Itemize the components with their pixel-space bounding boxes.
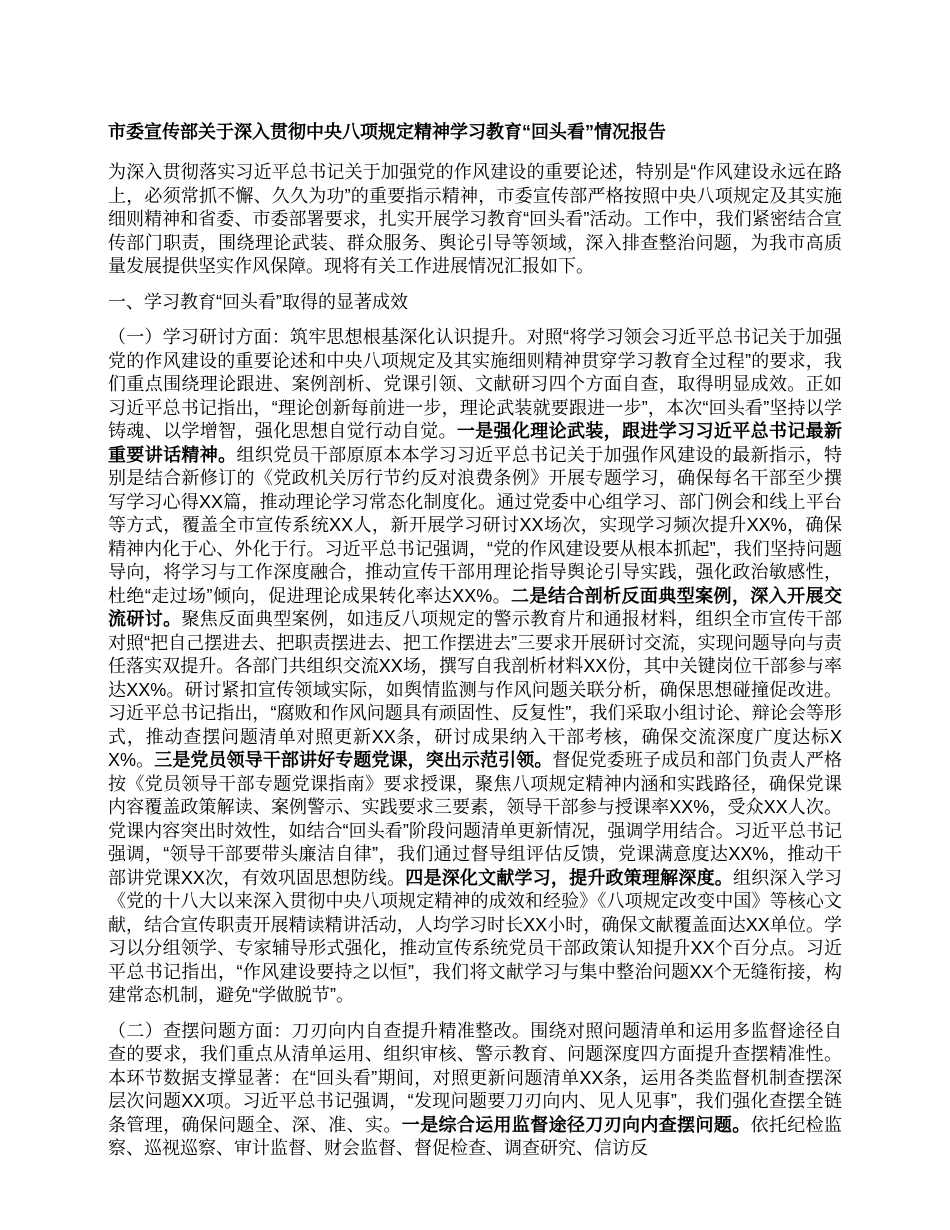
- document-title: 市委宣传部关于深入贯彻中央八项规定精神学习教育“回头看”情况报告: [108, 122, 666, 142]
- bold-text-segment: 四是深化文献学习，提升政策理解深度。: [405, 867, 733, 888]
- text-segment: 组织深入学习《党的十八大以来深入贯彻中央八项规定精神的成效和经验》《八项规定改变中国》等核心文献，结合宣传职责开展精读精讲活动，人均学习时长XX小时，确保文献覆盖面达XX单位。学习以分组领学、专家辅导形式强化，推动宣传系统党员干部政策认知提升XX个百分点。习近平总书记指出，“作风建设要持之以恒”，我们将文献学习与集中整治问题XX个无缝衔接，构建常态机制，避免“学做脱节”。: [108, 867, 843, 1005]
- text-segment: 为深入贯彻落实习近平总书记关于加强党的作风建设的重要论述，特别是“作风建设永远在路上，必须常抓不懈、久久为功”的重要指示精神，市委宣传部严格按照中央八项规定及其实施细则精神和省委、市委部署要求，扎实开展学习教育“回头看”活动。工作中，我们紧密结合宣传部门职责，围绕理论武装、群众服务、舆论引导等领域，深入排查整治问题，为我市高质量发展提供坚实作风保障。现将有关工作进展情况汇报如下。: [108, 162, 842, 276]
- bold-text-segment: 二是结合剖析反面典型案例，深入开展交流研讨。: [108, 585, 842, 629]
- section-1-heading: [108, 291, 842, 315]
- text-segment: 依托纪检监察、巡视巡察、审计监督、财会监督、督促检查、调查研究、信访反: [108, 1114, 843, 1158]
- bold-text-segment: 一是强化理论武装，跟进学习习近平总书记最新重要讲话精神。: [108, 421, 843, 465]
- para-problem-inspection: [108, 1020, 842, 1161]
- bold-text-segment: 一是综合运用监督途径刀刃向内查摆问题。: [401, 1114, 751, 1135]
- text-segment: （二）查摆问题方面：刀刃向内自查提升精准整改。围绕对照问题清单和运用多监督途径自查的要求，我们重点从清单运用、组织审核、警示教育、问题深度四方面提升查摆精准性。本环节数据支撑显著：在“回头看”期间，对照更新问题清单XX条，运用各类监督机制查摆深层次问题XX项。习近平总书记强调，“发现问题要刀刃向内、见人见事”，我们强化查摆全链条管理，确保问题全、深、准、实。: [108, 1020, 842, 1135]
- text-segment: （一）学习研讨方面：筑牢思想根基深化认识提升。对照“将学习领会习近平总书记关于加强党的作风建设的重要论述和中央八项规定及其实施细则精神贯穿学习教育全过程”的要求，我们重点围绕理论跟进、案例剖析、党课引领、文献研习四个方面自查，取得明显成效。正如习近平总书记指出，“理论创新每前进一步，理论武装就要跟进一步”，本次“回头看”坚持以学铸魂、以学增智，强化思想自觉行动自觉。: [108, 327, 842, 441]
- text-segment: 聚焦反面典型案例，如违反八项规定的警示教育片和通报材料，组织全市宣传干部对照“把自己摆进去、把职责摆进去、把工作摆进去”三要求开展研讨交流，实现问题导向与责任落实双提升。各部门共组织交流XX场，撰写自我剖析材料XX份，其中关键岗位干部参与率达XX%。研讨紧扣宣传领域实际，如舆情监测与作风问题关联分析，确保思想碰撞促改进。习近平总书记指出，“腐败和作风问题具有顽固性、反复性”，我们采取小组讨论、辩论会等形式，推动查摆问题清单对照更新XX条，研讨成果纳入干部考核，确保交流深度广度达标XX%。: [108, 609, 842, 770]
- text-segment: 组织党员干部原原本本学习习近平总书记关于加强作风建设的最新指示，特别是结合新修订的《党政机关厉行节约反对浪费条例》开展专题学习，确保每名干部至少撰写学习心得XX篇，推动理论学习常态化制度化。通过党委中心组学习、部门例会和线上平台等方式，覆盖全市宣传系统XX人，新开展学习研讨XX场次，实现学习频次提升XX%，确保精神内化于心、外化于行。习近平总书记强调，“党的作风建设要从根本抓起”，我们坚持问题导向，将学习与工作深度融合，推动宣传干部用理论指导舆论引导实践，强化政治敏感性，杜绝“走过场”倾向，促进理论成果转化率达XX%。: [108, 444, 842, 606]
- document-body: [108, 161, 842, 1161]
- para-study-discussion: [108, 326, 842, 1008]
- intro-paragraph: [108, 161, 842, 279]
- text-segment: 一、学习教育“回头看”取得的显著成效: [108, 291, 408, 312]
- bold-text-segment: 三是党员领导干部讲好专题党课，突出示范引领。: [154, 750, 553, 770]
- text-segment: 督促党委班子成员和部门负责人严格按《党员领导干部专题党课指南》要求授课，聚焦八项规定精神内涵和实践路径，确保党课内容覆盖政策解读、案例警示、实践要求三要素，领导干部参与授课率XX%，受众XX人次。党课内容突出时效性，如结合“回头看”阶段问题清单更新情况，强调学用结合。习近平总书记强调，“领导干部要带头廉洁自律”，我们通过督导组评估反馈，党课满意度达XX%，推动干部讲党课XX次，有效巩固思想防线。: [108, 750, 842, 888]
